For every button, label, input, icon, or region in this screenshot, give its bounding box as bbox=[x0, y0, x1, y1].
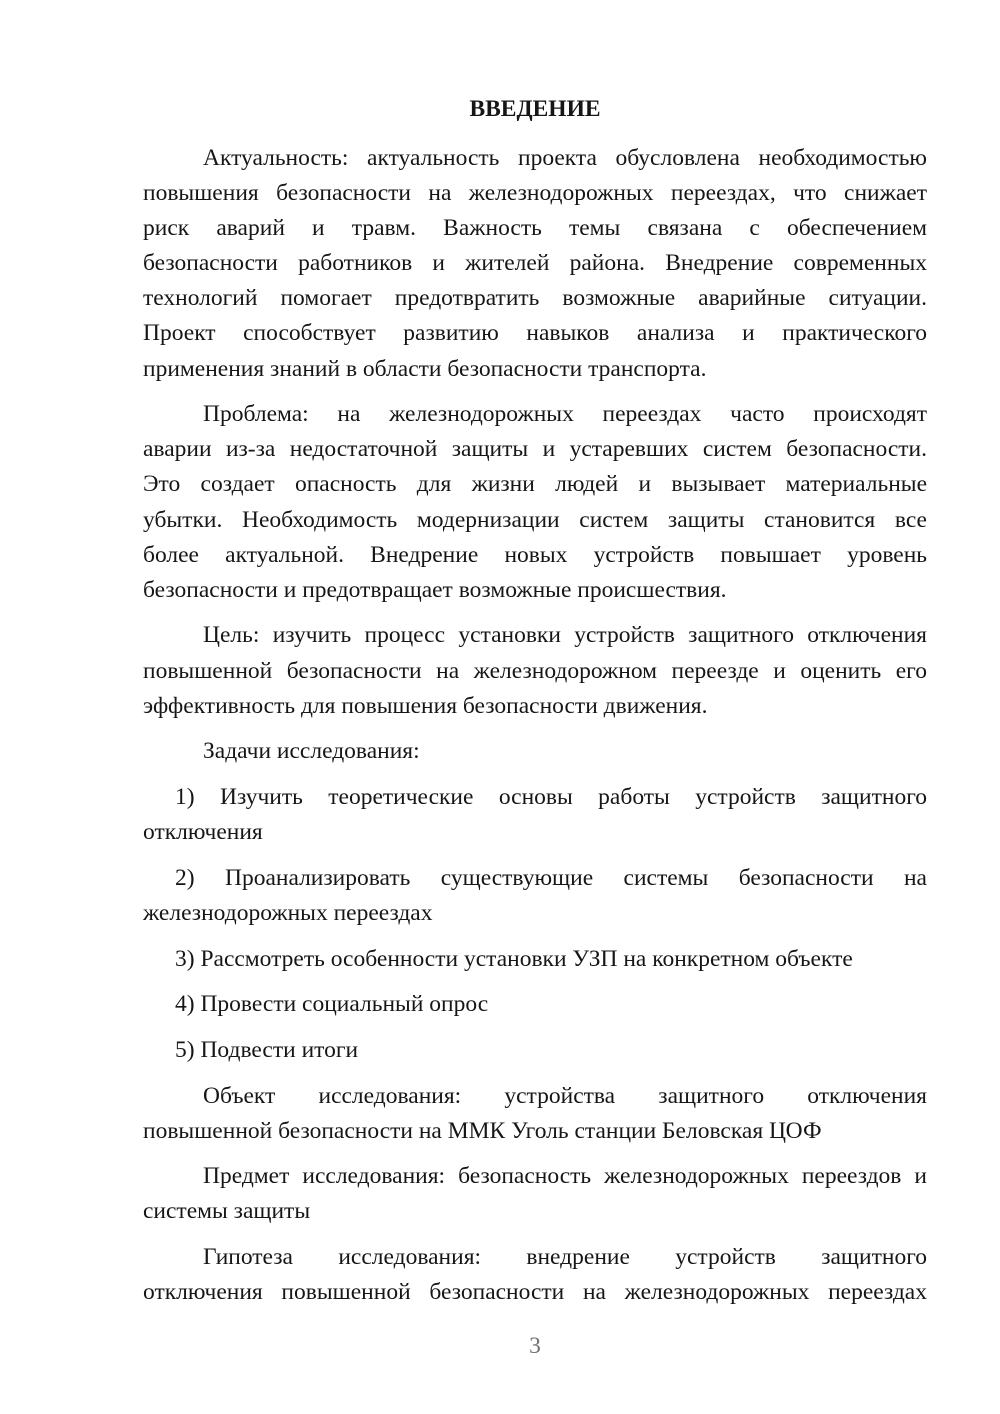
task-item-1 bbox=[143, 780, 927, 850]
text-line: 4) Провести социальный опрос bbox=[175, 991, 489, 1018]
text-line: системы защиты bbox=[143, 1198, 311, 1225]
text-line: Проблема: на железнодорожных переездах часто происходят bbox=[203, 401, 927, 428]
text-line: Это создает опасность для жизни людей и вызывает материальные bbox=[143, 471, 927, 498]
section-title: ВВЕДЕНИЕ bbox=[469, 96, 601, 122]
paragraph-relevance bbox=[143, 141, 927, 387]
text-line: 5) Подвести итоги bbox=[175, 1036, 359, 1063]
page-number: 3 bbox=[529, 1333, 541, 1359]
text-line: отключения повышенной безопасности на железнодорожных переездах bbox=[143, 1279, 927, 1306]
paragraph-object bbox=[143, 1079, 927, 1149]
text-line: безопасности работников и жителей района. Внедрение современных bbox=[143, 250, 927, 277]
task-item-3 bbox=[143, 942, 927, 977]
text-line: Гипотеза исследования: внедрение устройств защитного bbox=[203, 1244, 927, 1271]
paragraph-problem bbox=[143, 397, 927, 608]
text-line: Актуальность: актуальность проекта обусловлена необходимостью bbox=[203, 145, 927, 171]
text-line: повышенной безопасности на железнодорожном переезде и оценить его bbox=[143, 657, 927, 684]
text-line: Проект способствует развитию навыков анализа и практического bbox=[143, 320, 927, 347]
text-line: 3) Рассмотреть особенности установки УЗП на конкретном объекте bbox=[175, 945, 853, 972]
task-item-5 bbox=[143, 1033, 927, 1068]
text-line: эффективность для повышения безопасности движения. bbox=[143, 692, 708, 719]
text-line: риск аварий и травм. Важность темы связана с обеспечением bbox=[143, 215, 927, 242]
text-line: 1) Изучить теоретические основы работы устройств защитного bbox=[175, 783, 927, 810]
text-line: применения знаний в области безопасности транспорта. bbox=[143, 355, 707, 382]
text-body bbox=[143, 141, 927, 1310]
text-line: Задачи исследования: bbox=[203, 738, 420, 765]
paragraph-subject bbox=[143, 1159, 927, 1229]
text-line: технологий помогает предотвратить возможные аварийные ситуации. bbox=[143, 285, 927, 312]
text-line: повышенной безопасности на ММК Уголь станции Беловская ЦОФ bbox=[143, 1117, 822, 1144]
text-line: аварии из-за недостаточной защиты и устаревших систем безопасности. bbox=[143, 436, 927, 463]
text-line: Предмет исследования: безопасность железнодорожных переездов и bbox=[203, 1163, 927, 1190]
paragraph-hypothesis bbox=[143, 1240, 927, 1310]
text-line: повышения безопасности на железнодорожных переездах, что снижает bbox=[143, 180, 927, 207]
text-line: более актуальной. Внедрение новых устройств повышает уровень bbox=[143, 541, 927, 568]
task-item-4 bbox=[143, 987, 927, 1022]
text-line: убытки. Необходимость модернизации систем защиты становится все bbox=[143, 506, 927, 533]
text-line: 2) Проанализировать существующие системы безопасности на bbox=[175, 864, 927, 891]
text-line: отключения bbox=[143, 819, 263, 846]
text-line: Объект исследования: устройства защитного отключения bbox=[203, 1082, 927, 1109]
text-line: железнодорожных переездах bbox=[143, 899, 433, 926]
paragraph-goal bbox=[143, 618, 927, 723]
text-line: Цель: изучить процесс установки устройств защитного отключения bbox=[203, 622, 927, 649]
tasks-heading bbox=[143, 734, 927, 769]
text-line: безопасности и предотвращает возможные происшествия. bbox=[143, 576, 727, 603]
task-item-2 bbox=[143, 861, 927, 931]
